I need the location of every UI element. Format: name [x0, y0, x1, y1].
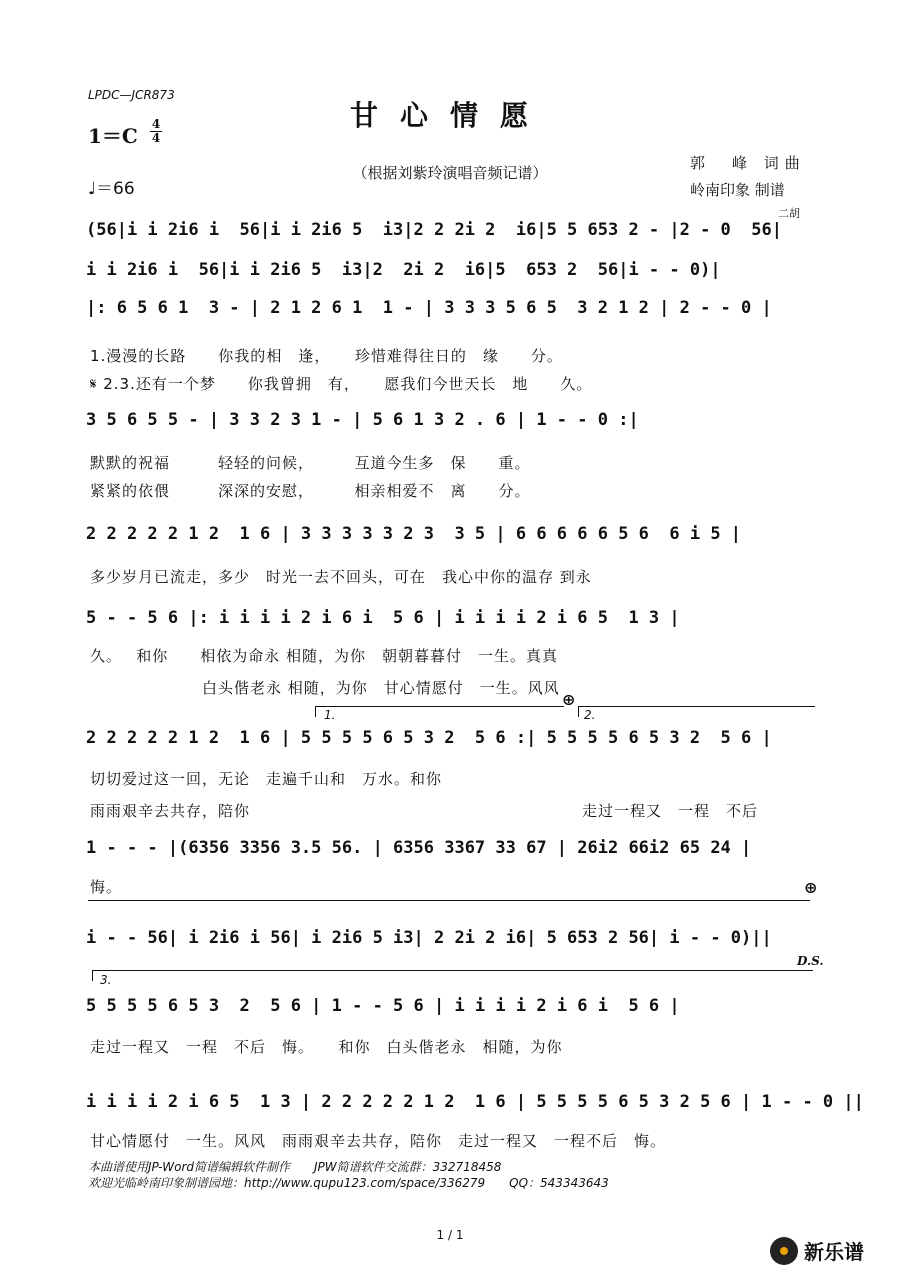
- notation-system-3: |: 6 5 6 1 3 - | 2 1 2 6 1 1 - | 3 3 3 5 6 5 3 2 1 2 | 2 - - 0 |: [86, 298, 772, 318]
- lyric-system-10: 走过一程又 一程 不后 悔。 和你 白头偕老永 相随，为你: [90, 1038, 563, 1056]
- lyric-system-5: 多少岁月已流走，多少 时光一去不回头，可在 我心中你的温存 到永: [90, 568, 592, 586]
- lyric-system-7c: 走过一程又 一程 不后: [582, 802, 759, 820]
- instrument-label: 二胡: [778, 207, 800, 220]
- notation-system-11: i i i i 2 i 6 5 1 3 | 2 2 2 2 2 1 2 1 6 | 5 5 5 5 6 5 3 2 5 6 | 1 - - 0 ||: [86, 1092, 864, 1112]
- lyric-system-6b: 白头偕老永 相随，为你 甘心情愿付 一生。风风: [90, 679, 560, 697]
- notation-system-10: 5 5 5 5 6 5 3 2 5 6 | 1 - - 5 6 | i i i i 2 i 6 i 5 6 |: [86, 996, 680, 1016]
- lyric-verse1-line2: 𝄋 2.3.还有一个梦 你我曾拥 有， 愿我们今世天长 地 久。: [90, 375, 593, 393]
- page-number: 1 / 1: [436, 1228, 464, 1242]
- lyric-system-6a: 久。 和你 相依为命永 相随，为你 朝朝暮暮付 一生。真真: [90, 647, 559, 665]
- key-signature: 1＝C: [88, 124, 138, 148]
- lyric-system-7a: 切切爱过这一回，无论 走遍千山和 万水。和你: [90, 770, 443, 788]
- song-title: 甘心情愿: [349, 99, 550, 132]
- credit-lyrics: 郭 峰 词曲: [690, 154, 806, 172]
- notation-system-4: 3 5 6 5 5 - | 3 3 2 3 1 - | 5 6 1 3 2 . 6 | 1 - - 0 :|: [86, 410, 639, 430]
- credit-score: 岭南印象 制谱: [690, 181, 785, 199]
- lyric-verse2-line2: 紧紧的依偎 深深的安慰， 相亲相爱不 离 分。: [90, 482, 531, 500]
- lyric-system-11: 甘心情愿付 一生。风风 雨雨艰辛去共存，陪你 走过一程又 一程不后 悔。: [90, 1132, 667, 1150]
- notation-system-7: 2 2 2 2 2 1 2 1 6 | 5 5 5 5 6 5 3 2 5 6 :| 5 5 5 5 6 5 3 2 5 6 |: [86, 728, 772, 748]
- volta-bracket-2: [578, 706, 815, 717]
- lyric-verse2-line1: 默默的祝福 轻轻的问候， 互道今生多 保 重。: [90, 454, 531, 472]
- site-logo-text: 新乐谱: [804, 1240, 864, 1264]
- time-signature-bottom: 4: [151, 131, 161, 145]
- lyric-system-7b: 雨雨艰辛去共存，陪你: [90, 802, 251, 820]
- score-code: LPDC—JCR873: [88, 88, 175, 102]
- notation-system-9: i - - 56| i 2i6 i 56| i 2i6 5 i3| 2 2i 2 i6| 5 653 2 56| i - - 0)||: [86, 928, 772, 948]
- credits: [690, 150, 806, 204]
- volta-3-label: 3.: [100, 973, 112, 987]
- volta-1-label: 1.: [324, 708, 336, 722]
- volta-bracket-1: [315, 706, 564, 717]
- time-signature-top: 4: [151, 117, 161, 131]
- dal-segno-marking: D.S.: [797, 954, 824, 968]
- lyric-verse1-line1: 1.漫漫的长路 你我的相 逢， 珍惜难得往日的 缘 分。: [90, 347, 563, 365]
- volta-bracket-3: [92, 970, 813, 981]
- coda-sign-icon: ⊕: [562, 690, 576, 709]
- notation-system-5: 2 2 2 2 2 1 2 1 6 | 3 3 3 3 3 2 3 3 5 | 6 6 6 6 6 5 6 6 i 5 |: [86, 524, 742, 544]
- tempo-marking: ♩＝66: [88, 179, 135, 199]
- footer-line-2: 欢迎光临岭南印象制谱园地：http://www.qupu123.com/space/336279 QQ：543343643: [88, 1176, 609, 1190]
- notation-system-1: (56|i i 2i6 i 56|i i 2i6 5 i3|2 2 2i 2 i6|5 5 653 2 - |2 - 0 56|: [86, 220, 782, 240]
- coda-sign-icon: ⊕: [804, 878, 818, 897]
- system-divider: [88, 900, 810, 901]
- footer-line-1: 本曲谱使用JP-Word简谱编辑软件制作 JPW简谱软件交流群：332718458: [88, 1160, 502, 1174]
- notation-system-6: 5 - - 5 6 |: i i i i 2 i 6 i 5 6 | i i i i 2 i 6 5 1 3 |: [86, 608, 680, 628]
- subtitle: （根据刘紫玲演唱音频记谱）: [352, 164, 548, 182]
- vinyl-disc-icon: [770, 1237, 798, 1265]
- volta-2-label: 2.: [584, 708, 596, 722]
- notation-system-8: 1 - - - |(6356 3356 3.5 56. | 6356 3367 33 67 | 26i2 66i2 65 24 |: [86, 838, 752, 858]
- notation-system-2: i i 2i6 i 56|i i 2i6 5 i3|2 2i 2 i6|5 653 2 56|i - - 0)|: [86, 260, 721, 280]
- lyric-system-8: 悔。: [90, 878, 123, 896]
- time-signature: [150, 118, 162, 145]
- site-logo: [770, 1236, 864, 1265]
